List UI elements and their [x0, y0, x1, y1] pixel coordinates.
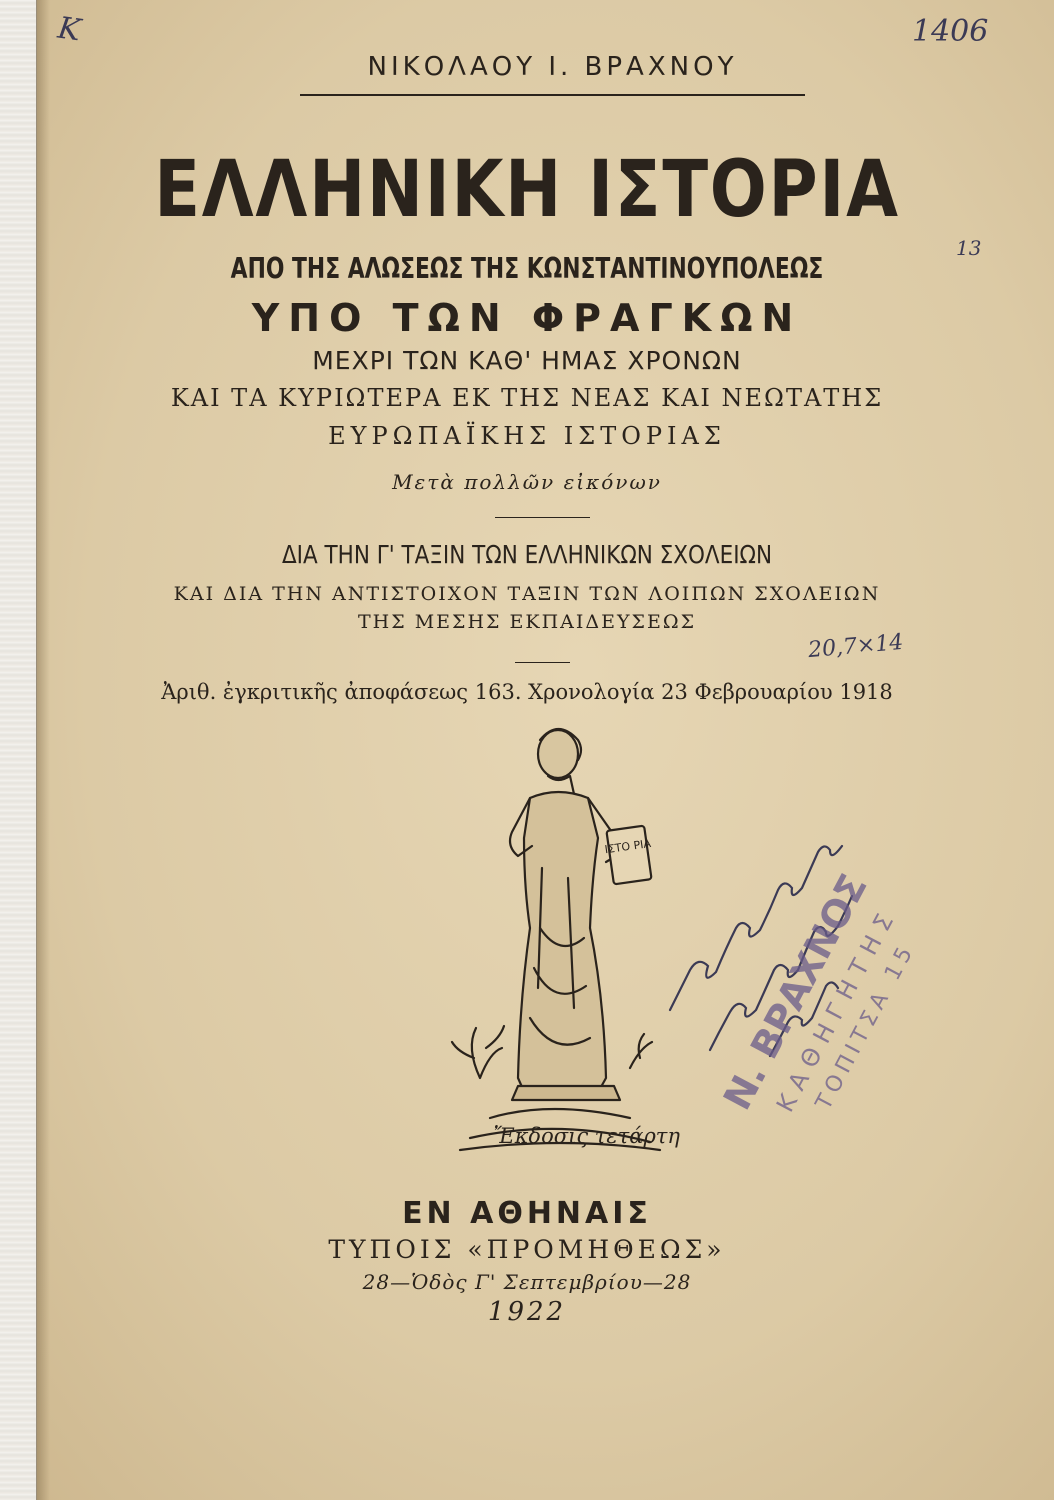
- svg-text:Ν. ΒΡΑΧΝΟΣ: Ν. ΒΡΑΧΝΟΣ: [714, 866, 876, 1117]
- svg-text:ΤΟΠΙΤΣΑ 15: ΤΟΠΙΤΣΑ 15: [811, 943, 918, 1115]
- illustrations-note: Μετὰ πολλῶν εἰκόνων: [392, 470, 662, 494]
- publisher-address: 28—Ὁδὸς Γ' Σεπτεμβρίου—28: [362, 1270, 692, 1294]
- handwritten-catalog-number: 1406: [912, 14, 989, 49]
- svg-text:ΚΑΘΗΓΗΤΗΣ: ΚΑΘΗΓΗΤΗΣ: [771, 909, 900, 1117]
- approval-line: Ἀριθ. ἐγκριτικῆς ἀποφάσεως 163. Χρονολογία 23 Φεβρουαρίου 1918: [161, 680, 893, 704]
- audience-line-3: ΤΗΣ ΜΕΣΗΣ ΕΚΠΑΙΔΕΥΣΕΩΣ: [358, 611, 696, 633]
- subtitle-line-4: ΚΑΙ ΤΑ ΚΥΡΙΩΤΕΡΑ ΕΚ ΤΗΣ ΝΕΑΣ ΚΑΙ ΝΕΩΤΑΤΗΣ: [170, 384, 884, 412]
- audience-line-1: ΔΙΑ ΤΗΝ Γ' ΤΑΞΙΝ ΤΩΝ ΕΛΛΗΝΙΚΩΝ ΣΧΟΛΕΙΩΝ: [281, 540, 773, 569]
- subtitle-line-2: ΥΠΟ ΤΩΝ ΦΡΑΓΚΩΝ: [251, 296, 803, 340]
- subtitle-line-5: ΕΥΡΩΠΑΪΚΗΣ ΙΣΤΟΡΙΑΣ: [328, 422, 726, 450]
- subtitle-line-3: ΜΕΧΡΙ ΤΩΝ ΚΑΘ' ΗΜΑΣ ΧΡΟΝΩΝ: [312, 346, 742, 375]
- audience-line-2: ΚΑΙ ΔΙΑ ΤΗΝ ΑΝΤΙΣΤΟΙΧΟΝ ΤΑΞΙΝ ΤΩΝ ΛΟΙΠΩΝ ΣΧΟΛΕΙΩΝ: [173, 583, 881, 605]
- divider-1: [495, 517, 590, 518]
- handwritten-size-note: 20,7×14: [807, 629, 905, 664]
- handwritten-corner-mark: 13: [956, 236, 982, 260]
- publication-year: 1922: [487, 1297, 567, 1327]
- publisher-printer: ΤΥΠΟΙΣ «ΠΡΟΜΗΘΕΩΣ»: [328, 1235, 726, 1264]
- author-name: ΝΙΚΟΛΑΟΥ Ι. ΒΡΑΧΝΟΥ: [367, 52, 738, 82]
- publisher-city: ΕΝ ΑΘΗΝΑΙΣ: [402, 1196, 652, 1231]
- edition-note: Ἔκδοσις τετάρτη: [493, 1124, 680, 1148]
- book-title: ΕΛΛΗΝΙΚΗ ΙΣΤΟΡΙΑ: [154, 145, 900, 235]
- divider-2: [515, 662, 570, 663]
- figure-book-label: ΙΣΤΟ ΡΙΑ: [603, 836, 652, 857]
- subtitle-line-1: ΑΠΟ ΤΗΣ ΑΛΩΣΕΩΣ ΤΗΣ ΚΩΝΣΤΑΝΤΙΝΟΥΠΟΛΕΩΣ: [230, 252, 824, 285]
- handwritten-top-left-mark: K: [55, 10, 83, 49]
- owner-stamp: [650, 840, 990, 1170]
- author-underline: [300, 94, 805, 96]
